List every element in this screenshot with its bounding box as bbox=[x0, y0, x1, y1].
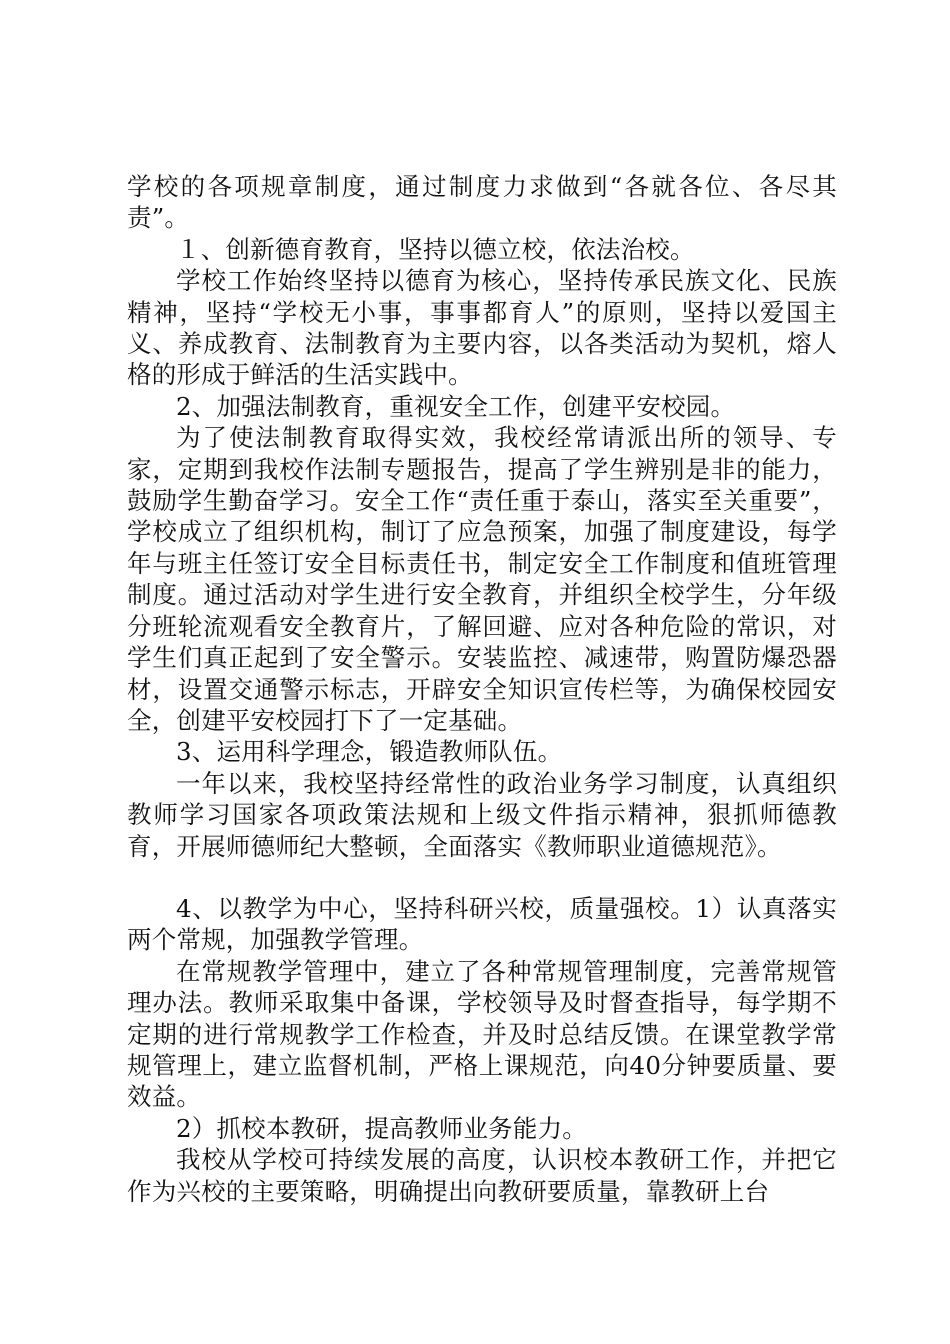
paragraph-school-research: 我校从学校可持续发展的高度，认识校本教研工作，并把它作为兴校的主要策略，明确提出向教研要质量，靠教研上台 bbox=[127, 1145, 837, 1206]
paragraph-continuation: 学校的各项规章制度，通过制度力求做到“各就各位、各尽其责”。 bbox=[127, 172, 837, 233]
document-body bbox=[127, 171, 837, 1207]
heading-teaching-center: 4、以教学为中心，坚持科研兴校，质量强校。1）认真落实两个常规，加强教学管理。 bbox=[127, 893, 837, 955]
heading-legal-safety: 2、加强法制教育，重视安全工作，创建平安校园。 bbox=[176, 391, 736, 421]
paragraph-legal-safety: 为了使法制教育取得实效，我校经常请派出所的领导、专家，定期到我校作法制专题报告，提高了学生辨别是非的能力，鼓励学生勤奋学习。安全工作“责任重于泰山，落实至关重要”，学校成立了组织机构，制订了应急预案，加强了制度建设，每学年与班主任签订安全目标责任书，制定安全工作制度和值班管理制度。通过活动对学生进行安全教育，并组织全校学生，分年级分班轮流观看安全教育片，了解回避、应对各种危险的常识，对学生们真正起到了安全警示。安装监控、减速带，购置防爆恐器材，设置交通警示标志，开辟安全知识宣传栏等，为确保校园安全，创建平安校园打下了一定基础。 bbox=[127, 423, 837, 735]
heading-teacher-team: 3、运用科学理念，锻造教师队伍。 bbox=[176, 737, 563, 767]
blank-line bbox=[127, 862, 837, 893]
paragraph-moral-education: 学校工作始终坚持以德育为核心，坚持传承民族文化、民族精神，坚持“学校无小事，事事都育人”的原则，坚持以爱国主义、养成教育、法制教育为主要内容，以各类活动为契机，熔人格的形成于鲜活的生活实践中。 bbox=[127, 266, 837, 390]
heading-moral-education: １、创新德育教育，坚持以德立校，依法治校。 bbox=[176, 234, 695, 264]
paragraph-teaching-management: 在常规教学管理中，建立了各种常规管理制度，完善常规管理办法。教师采取集中备课，学校领导及时督查指导，每学期不定期的进行常规教学工作检查，并及时总结反馈。在课堂教学常规管理上，建立监督机制，严格上课规范，向40分钟要质量、要效益。 bbox=[127, 956, 837, 1112]
heading-school-research: 2）抓校本教研，提高教师业务能力。 bbox=[176, 1113, 587, 1143]
paragraph-teacher-team: 一年以来，我校坚持经常性的政治业务学习制度，认真组织教师学习国家各项政策法规和上级文件指示精神，狠抓师德教育，开展师德师纪大整顿，全面落实《教师职业道德规范》。 bbox=[127, 768, 837, 861]
